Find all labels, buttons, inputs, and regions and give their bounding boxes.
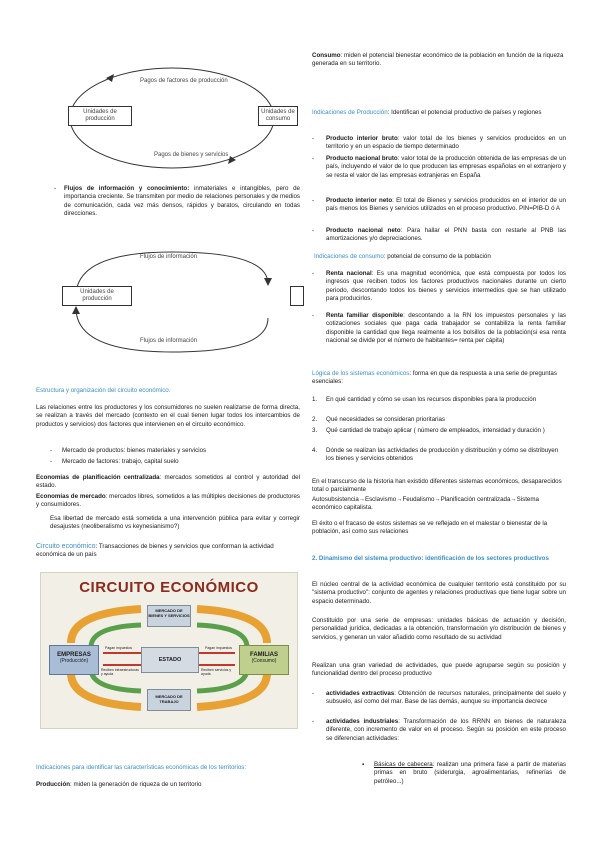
bullet: - [312,718,315,725]
empresas-paragraph: Constituido por una serie de empresas: unidades básicas de actuación y decisión, personalidad jurídica, dedicadas a la obtención, transformación y/o distribución de bienes y servicios, y generan un valor añadido como resultado de su actividad [312,617,566,641]
pnb-item: Producto nacional bruto: valor total de la producción obtenida de las empresas de un país, incluyendo el valor de lo que producen las empresas españolas en el extranjero y se resta el valor de las empresas extranjeras en España [326,155,566,179]
pib-item: Producto interior bruto: valor total de los bienes y servicios producidos en un territorio y en un espacio de tiempo determinado [326,135,566,151]
diagram2-left-box: Unidades de producción [62,286,132,306]
renta-familiar-item: Renta familiar disponible: descontando a la RN los impuestos personales y las cotizaciones sociales que paga cada trabajador se contabiliza la renta familiar disponible la cantidad que llega realmente a los bolsillos de la población(si esa renta nacional se divide por el número de habitantes= renta per cápita) [326,312,566,345]
freedom-paragraph: Esa libertad de mercado está sometida a una intervención pública para evitar y corregir desajustes (neoliberalismo vs keynesianismo?) [50,515,300,531]
pin-item: Producto interior neto: El total de Bienes y servicios producidos en el interior de un país menos los Bienes y servicios utilizados en el proceso productivo. PIN=PIB-D ó A [326,197,566,213]
diagram1-top-label: Pagos de factores de producción [140,78,228,84]
flow-diagram-2 [36,244,300,364]
bullet: - [54,185,57,192]
consumo-paragraph: Consumo: miden el potencial bienestar económico de la población en función de la riqueza generada en su territorio. [312,52,564,68]
familias-box: FAMILIAS (Consumo) [239,645,289,675]
question-item: Qué necesidades se consideran prioritarias [326,416,446,423]
list-number: 2. [312,416,318,423]
production-indicators-heading: Indicaciones de Producción: Identifican el potencial productivo de países y regiones [312,109,542,116]
cabecera-item: Básicas de cabecera: realizan una primera fase a partir de materias primas en bruto (siderurgia, agroalimentarias, refinerías de petróleo...) [374,761,566,785]
square-bullet: ▪ [362,761,365,768]
reciben-left: Reciben infraestructuras y ayuda [101,668,139,676]
indicators-heading: Indicaciones para identificar las características económicas de los territorios: [36,764,247,771]
production-line: Producción: miden la generación de riqueza de un territorio [36,781,202,788]
planned-economy: Economías de planificación centralizada: mercados sometidos al control y autoridad del estado. [36,474,300,490]
circuit-definition: Circuito económico: Transacciones de bienes y servicios que conforman la actividad económica de un país [36,543,274,559]
bullet: - [312,135,315,142]
variedad-paragraph: Realizan una gran variedad de actividades, que puede agruparse según su posición y funcionalidad dentro del proceso productivo [312,662,566,678]
diagram1-right-box: Unidades de consumo [258,106,298,126]
bullet: - [50,458,53,465]
bullet: - [312,227,315,234]
diagram2-right-box [290,286,304,306]
mercado-trabajo-box: MERCADO DE TRABAJO [147,689,191,711]
bullet: - [312,312,315,319]
structure-intro: Las relaciones entre los productores y los consumidores no suelen realizarse de forma directa, se realizan a través del mercado (contexto en el cual tienen lugar todos los intercambios de productos y servicios) dos factores que intervienen en el circuito económico. [36,404,300,428]
list-number: 1. [312,396,318,403]
industriales-item: actividades industriales: Transformación de los RRNN en bienes de naturaleza diferente, con incremento de valor en el proceso. Según su posición en este proceso se diferencian actividades: [326,718,567,742]
empresas-box: EMPRESAS (Producción) [49,645,99,675]
section2-heading: 2. Dinamismo del sistema productivo: identificación de los sectores productivos [312,555,549,562]
mercado-bienes-box: MERCADO DE BIENES Y SERVICIOS [147,605,191,627]
bullet: - [312,155,315,162]
estado-box: ESTADO [141,647,199,673]
pagan-impuestos-right: Pagan impuestos [205,646,233,650]
renta-nacional-item: Renta nacional: Es una magnitud económica, que está compuesta por todos los ingresos que reciben todos los factores productivos nacionales durante un cierto periodo, descontando todos los bienes y servicios intermedios que se han utilizado para producirlos. [326,270,567,303]
extractivas-item: actividades extractivas: Obtención de recursos naturales, principalmente del suelo y subsuelo, así como del mar. Base de las demás, aunque su importancia decrece [326,690,566,706]
consumption-indicators-heading: Indicaciones de consumo: potencial de consumo de la población [314,253,491,260]
bullet: - [50,447,53,454]
flows-paragraph: Flujos de información y conocimiento: inmateriales e intangibles, pero de importancia creciente. Se transmiten por medio de relaciones personales y de medios de comunicación, cada vez más densos, rápidos y baratos, circulando en todas direcciones. [64,185,300,218]
chart-title: CIRCUITO ECONÓMICO [79,579,259,596]
question-item: Qué cantidad de trabajo aplicar ( número de empleados, intensidad y duración ) [326,427,545,434]
history-outcome: El éxito o el fracaso de estos sistemas se ve reflejado en el malestar o bienestar de la población, así como sus relaciones [312,520,548,536]
reciben-right: Reciben servicios y ayuda [201,668,232,676]
diagram2-top-label: Flujos de información [140,254,198,260]
diagram1-left-box: Unidades de producción [68,106,132,126]
diagram1-bottom-label: Pagos de bienes y servicios [154,152,229,158]
circuit-chart [40,572,298,729]
bullet: - [312,197,315,204]
nucleo-paragraph: El núcleo central de la actividad económica de cualquier territorio está constituido por su "sistema productivo": conjunto de agentes y relaciones productivas que tiene lugar sobre un espacio determinado. [312,581,566,605]
structure-heading: Estructura y organización del circuito económico. [36,387,171,394]
diagram2-bottom-label: Flujos de información [140,338,198,344]
pagan-impuestos-left: Pagan impuestos [105,646,133,650]
bullet: - [312,270,315,277]
bullet: - [312,690,315,697]
logic-paragraph: Lógica de los sistemas económicos: forma en que da respuesta a una serie de preguntas esenciales: [312,370,557,386]
market-item: Mercado de productos: bienes materiales y servicios [62,447,207,454]
market-economy: Economías de mercado: mercados libres, sometidos a las múltiples decisiones de productores y consumidores. [36,493,301,509]
market-item: Mercado de factores: trabajo, capital suelo [62,458,179,465]
pnn-item: Producto nacional neto: Para hallar el PNN basta con restarle al PNB las amortizaciones y/o depreciaciones. [326,227,567,243]
flow-diagram-1 [36,56,300,176]
history-paragraph: En el transcurso de la historia han existido diferentes sistemas económicos, desaparecidos total o parcialmente [312,478,562,494]
question-item: En qué cantidad y cómo se usan los recursos disponibles para la producción [326,396,537,403]
history-systems: Autosubsistencia→Esclavismo→Feudalismo→Planificación centralizada→Sistema económico capitalista. [312,496,539,512]
list-number: 4. [312,447,318,454]
list-number: 3. [312,427,318,434]
question-item: Dónde se realizan las actividades de producción y distribución y cómo se distribuyen los bienes y servicios obtenidos [326,447,559,463]
